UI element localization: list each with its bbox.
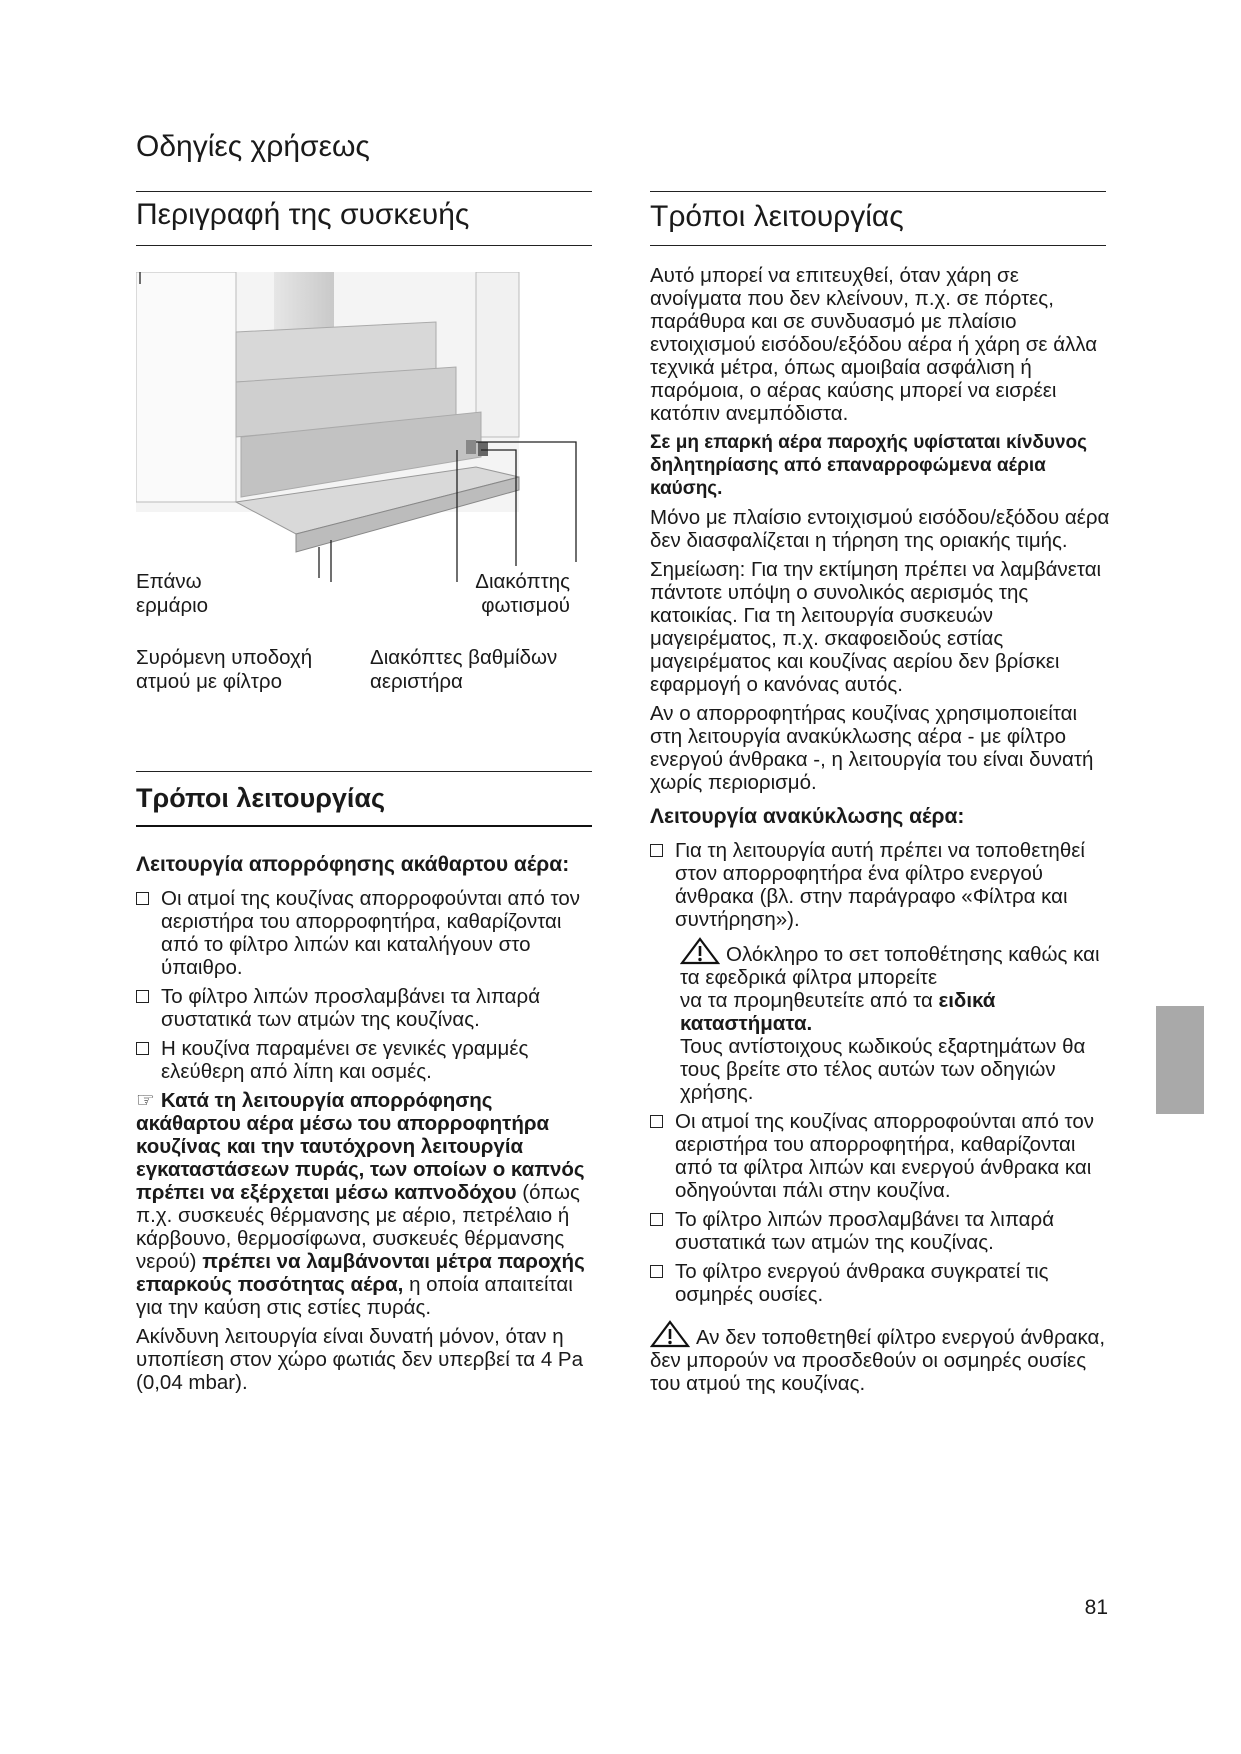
paragraph: Αν ο απορροφητήρας κουζίνας χρησιμοποιείται στη λειτουργία ανακύκλωσης αέρα - με φίλτρο ενεργού άνθρακα -, η λειτουργία του είναι δυνατή χωρίς περιορισμό. [650, 702, 1094, 794]
paragraph: Σημείωση: Για την εκτίμηση πρέπει να λαμβάνεται πάντοτε υπόψη ο συνολικός αερισμός της κατοικίας. Για τη λειτουργία συσκευών μαγειρέματος, π.χ. σκαφοειδούς εστίας μαγειρέματος και κουζίνας αερίου δεν βρίσκει εφαρμογή ο κανόνας αυτός. [650, 558, 1102, 696]
kit-warning: Ολόκληρο το σετ τοποθέτησης καθώς και τα εφεδρικά φίλτρα μπορείτε να τα προμηθευτείτε από τα ειδικά καταστήματα. Τους αντίστοιχους κωδικούς εξαρτημάτων θα τους βρείτε στο τέλος αυτών των οδηγιών χρήσης. [680, 937, 1110, 1104]
label-upper-cabinet: Επάνω ερμάριο [136, 570, 209, 617]
checkbox-bullet-icon [650, 1265, 663, 1278]
light-switch [478, 442, 488, 456]
list-item: Το φίλτρο λιπών προσλαμβάνει τα λιπαρά συστατικά των ατμών της κουζίνας. [136, 985, 596, 1031]
divider [650, 245, 1106, 246]
list-item: Οι ατμοί της κουζίνας απορροφούνται από τον αεριστήρα του απορροφητήρα, καθαρίζονται από το φίλτρο λιπών και καταλήγουν στο ύπαιθρο. [136, 887, 596, 979]
list-item: Το φίλτρο ενεργού άνθρακα συγκρατεί τις οσμηρές ουσίες. [650, 1260, 1110, 1306]
divider [650, 191, 1106, 192]
divider [136, 771, 592, 772]
label-light-switch: Διακόπτης φωτισμού [475, 570, 570, 617]
poisoning-warning: Σε μη επαρκή αέρα παροχής υφίσταται κίνδυνος δηλητηρίασης από επαναρροφώμενα αέρια καύσης. [650, 432, 1088, 499]
checkbox-bullet-icon [136, 1042, 149, 1055]
list-item: Το φίλτρο λιπών προσλαμβάνει τα λιπαρά συστατικά των ατμών της κουζίνας. [650, 1208, 1110, 1254]
paragraph: Αυτό μπορεί να επιτευχθεί, όταν χάρη σε ανοίγματα που δεν κλείνουν, π.χ. σε πόρτες, παράθυρα και σε συνδυασμό με πλαίσιο εντοιχισμού εισόδου/εξόδου αέρα ή χάρη σε άλλα τεχνικά μέτρα, όπως αμοιβαία ασφάλιση ή παρόμοια, ο αέρας καύσης μπορεί να εισρέει κατόπιν ανεμπόδιστα. [650, 264, 1098, 425]
odour-warning: Αν δεν τοποθετηθεί φίλτρο ενεργού άνθρακα, δεν μπορούν να προσδεθούν οι οσμηρές ουσίες του ατμού της κουζίνας. [650, 1320, 1110, 1395]
paragraph: Μόνο με πλαίσιο εντοιχισμού εισόδου/εξόδου αέρα δεν διασφαλίζεται η τήρηση της οριακής τιμής. [650, 506, 1110, 552]
warning-triangle-icon [650, 1320, 690, 1348]
page-number: 81 [1084, 1596, 1108, 1619]
left-text-column [136, 852, 596, 1400]
divider [136, 825, 592, 827]
section-tab-marker [1156, 1006, 1204, 1114]
right-text-column [650, 264, 1110, 1401]
checkbox-bullet-icon [136, 892, 149, 905]
safe-operation-text: Ακίνδυνη λειτουργία είναι δυνατή μόνον, όταν η υποπίεση στον χώρο φωτιάς δεν υπερβεί τα 4 Pa (0,04 mbar). [136, 1325, 583, 1394]
exhaust-mode-title: Λειτουργία απορρόφησης ακάθαρτου αέρα: [136, 853, 570, 876]
fan-switch [466, 440, 476, 454]
list-item: Η κουζίνα παραμένει σε γενικές γραμμές ελεύθερη από λίπη και οσμές. [136, 1037, 596, 1083]
checkbox-bullet-icon [650, 1115, 663, 1128]
chimney-note: ☞ Κατά τη λειτουργία απορρόφησης ακάθαρτου αέρα μέσω του απορροφητήρα κουζίνας και την ταυτόχρονη λειτουργία εγκαταστάσεων πυράς, των οποίων ο καπνός πρέπει να εξέρχεται μέσω καπνοδόχου (όπως π.χ. συσκευές θέρμανσης με αέριο, πετρέλαιο ή κάρβουνο, θερμοσίφωνα, συσκευές θέρμανσης νερού) πρέπει να λαμβάνονται μέτρα παροχής επαρκούς ποσότητας αέρα, η οποία απαιτείται για την καύση στις εστίες πυράς. [136, 1089, 585, 1319]
section-title-modes: Τρόποι λειτουργίας [136, 783, 386, 813]
list-item: Οι ατμοί της κουζίνας απορροφούνται από τον αεριστήρα του απορροφητήρα, καθαρίζονται από τα φίλτρα λιπών και ενεργού άνθρακα και οδηγούνται πάλι στην κουζίνα. [650, 1110, 1110, 1202]
checkbox-bullet-icon [136, 990, 149, 1003]
document-title: Οδηγίες χρήσεως [136, 130, 370, 163]
upper-cabinet [136, 272, 236, 502]
recirculation-mode-title: Λειτουργία ανακύκλωσης αέρα: [650, 805, 965, 828]
section-title-modes-right: Τρόποι λειτουργίας [650, 200, 904, 233]
checkbox-bullet-icon [650, 844, 663, 857]
divider [136, 191, 592, 192]
pointing-hand-icon: ☞ [136, 1089, 155, 1112]
cabinet-side [476, 272, 519, 437]
hood-illustration [136, 272, 596, 582]
list-item: Για τη λειτουργία αυτή πρέπει να τοποθετηθεί στον απορροφητήρα ένα φίλτρο ενεργού άνθρακα (βλ. στην παράγραφο «Φίλτρα και συντήρηση»). [650, 839, 1110, 931]
label-steam-drawer: Συρόμενη υποδοχή ατμού με φίλτρο [136, 646, 313, 693]
checkbox-bullet-icon [650, 1213, 663, 1226]
divider [136, 245, 592, 246]
warning-triangle-icon [680, 937, 720, 965]
label-fan-switches: Διακόπτες βαθμίδων αεριστήρα [370, 646, 558, 693]
section-title-description: Περιγραφή της συσκευής [136, 198, 470, 231]
